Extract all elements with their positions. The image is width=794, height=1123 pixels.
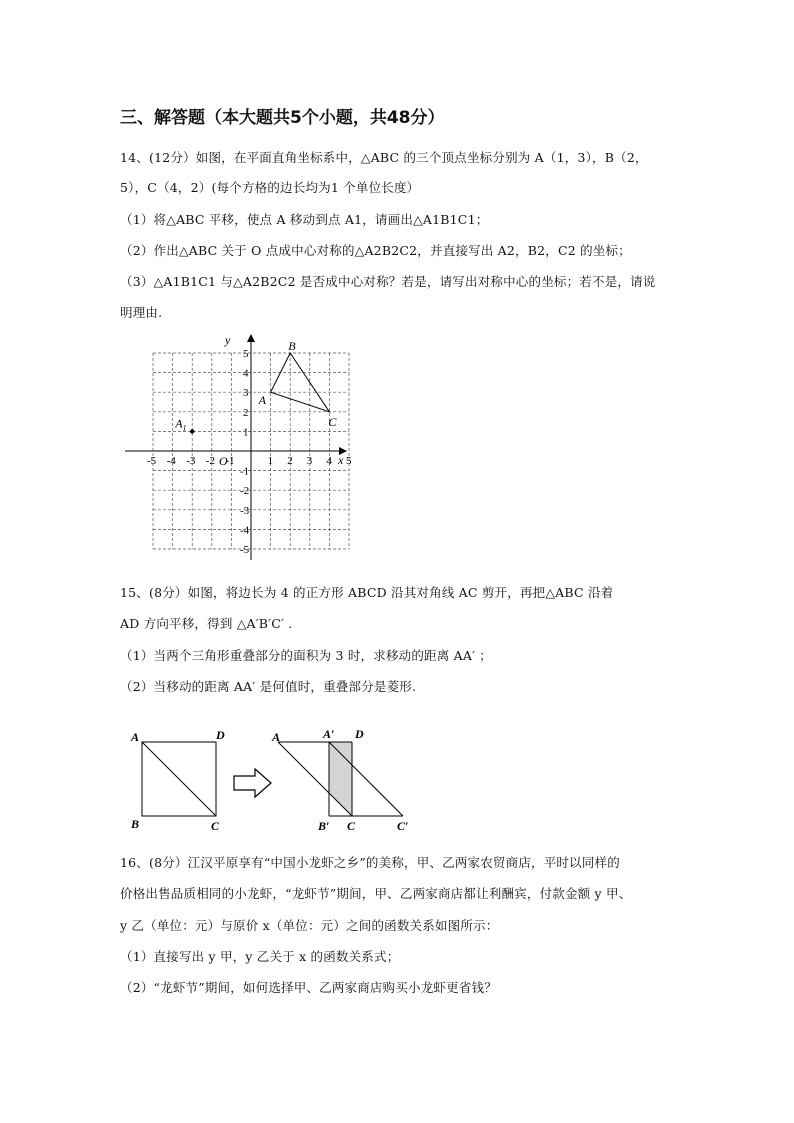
q15-item2: （2）当移动的距离 AA′ 是何值时，重叠部分是菱形. <box>120 679 417 694</box>
point-a1-dot <box>190 429 194 433</box>
y-tick-label: 2 <box>243 406 249 419</box>
x-tick-label: -5 <box>147 455 157 467</box>
x-tick-label: -4 <box>166 455 176 467</box>
q15-item1: （1）当两个三角形重叠部分的面积为 3 时，求移动的距离 AA′ ； <box>120 648 492 663</box>
q14-item3b: 明理由. <box>120 305 163 320</box>
point-a1-label: $A_1$ <box>175 416 187 433</box>
right-label-c: C <box>347 819 356 833</box>
q16-line2: 价格出售品质相同的小龙虾，“龙虾节”期间，甲、乙两家商店都让利酬宾，付款金额 y 甲、 <box>120 886 632 901</box>
y-tick-label: 4 <box>243 367 249 380</box>
y-tick-label: 3 <box>243 387 249 400</box>
x-tick-label: 4 <box>326 455 332 467</box>
point-b-label: B <box>288 339 296 353</box>
x-tick-label: -3 <box>186 455 196 467</box>
y-axis-label: y <box>225 333 231 347</box>
y-tick-label: 5 <box>243 348 249 360</box>
left-label-c: C <box>211 819 220 833</box>
section-title: 三、解答题（本大题共5个小题，共48分） <box>120 108 445 128</box>
q14-line2: 5），C（4，2）(每个方格的边长均为1 个单位长度） <box>120 180 420 195</box>
y-tick-label: -1 <box>240 465 250 478</box>
y-axis-arrow <box>247 334 255 342</box>
point-c-label: C <box>328 414 337 429</box>
y-tick-label: 1 <box>243 426 249 439</box>
x-tick-label: -2 <box>205 455 215 467</box>
right-label-b-prime: B′ <box>318 819 330 833</box>
q14-item3a: （3）△A1B1C1 与△A2B2C2 是否成中心对称？若是，请写出对称中心的坐标；若不是，请说 <box>120 274 656 289</box>
y-tick-label: -3 <box>240 504 250 517</box>
q15-line2: AD 方向平移，得到 △A′B′C′ . <box>120 616 293 631</box>
q16-line1: 16、(8分）江汉平原享有“中国小龙虾之乡”的美称，甲、乙两家农贸商店，平时以同样的 <box>120 855 620 870</box>
x-tick-label: 5 <box>346 455 352 467</box>
translate-arrow-icon <box>234 769 271 797</box>
y-tick-label: -5 <box>240 544 250 556</box>
q16-item2: （2）“龙虾节”期间，如何选择甲、乙两家商店购买小龙虾更省钱？ <box>120 980 497 995</box>
q16-line3: y 乙（单位：元）与原价 x（单位：元）之间的函数关系如图所示： <box>120 918 499 933</box>
q15-line1: 15、(8分）如图，将边长为 4 的正方形 ABCD 沿其对角线 AC 剪开，再把△ABC 沿着 <box>120 585 614 600</box>
y-tick-label: -2 <box>240 485 250 498</box>
origin-label: O <box>219 454 228 468</box>
right-label-c-prime: C′ <box>397 819 409 833</box>
left-label-b: B <box>131 817 140 831</box>
diagonal-ac <box>142 742 216 816</box>
y-tick-label: -4 <box>240 524 250 537</box>
left-label-a: A <box>131 730 140 744</box>
left-label-d: D <box>216 728 225 742</box>
q14-coordinate-graph <box>115 332 365 564</box>
q14-item2: （2）作出△ABC 关于 O 点成中心对称的△A2B2C2，并直接写出 A2，B2，C2 的坐标； <box>120 243 631 258</box>
q16-item1: （1）直接写出 y 甲，y 乙关于 x 的函数关系式； <box>120 949 400 964</box>
right-label-a: A <box>272 730 281 744</box>
x-tick-label: 2 <box>287 455 293 467</box>
triangle-abc <box>271 353 330 412</box>
x-tick-label: 1 <box>267 455 274 467</box>
right-label-d: D <box>355 727 364 741</box>
x-axis-label: x <box>338 453 344 467</box>
x-tick-label: 3 <box>306 455 313 467</box>
q14-line1: 14、(12分）如图，在平面直角坐标系中，△ABC 的三个顶点坐标分别为 A（1，3），B（2， <box>120 150 648 165</box>
right-label-a-prime: A′ <box>323 727 335 741</box>
q14-item1: （1）将△ABC 平移，使点 A 移动到点 A1，请画出△A1B1C1； <box>120 212 489 227</box>
q15-square-figure <box>125 722 425 837</box>
x-tick-label: -1 <box>225 455 235 467</box>
point-a-label: A <box>258 393 266 408</box>
